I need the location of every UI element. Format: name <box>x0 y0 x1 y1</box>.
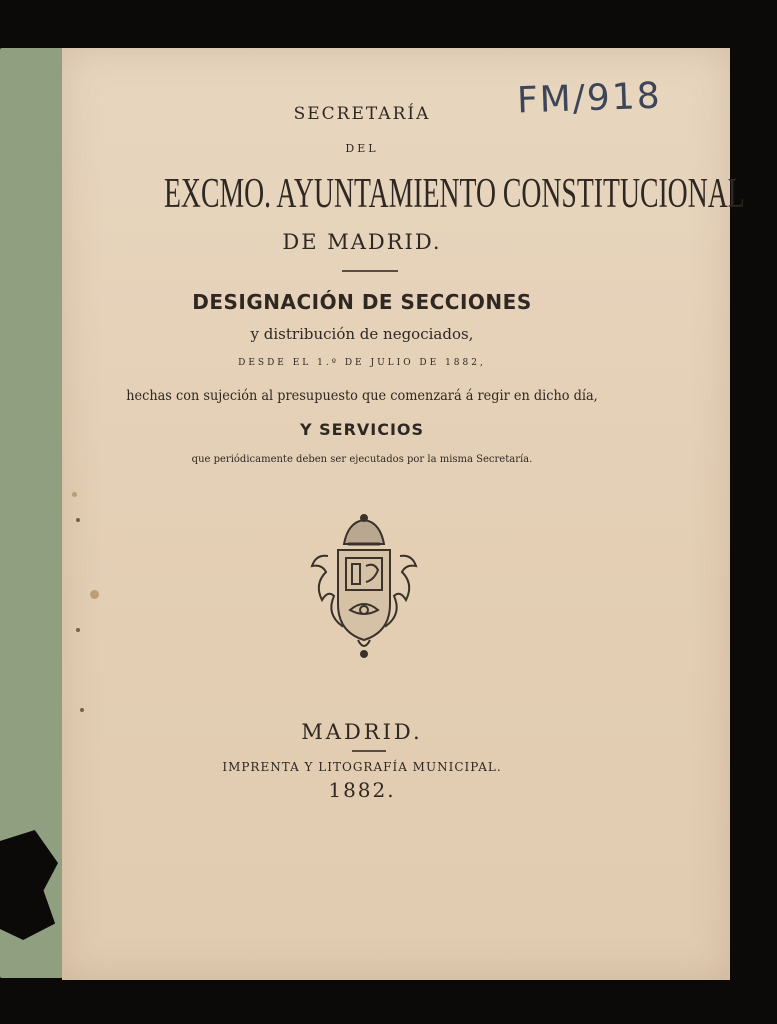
imprint-divider <box>352 750 386 752</box>
periodicamente-line: que periódicamente deben ser ejecutados por la misma Secretaría. <box>191 454 533 465</box>
ayuntamiento-title: EXCMO. AYUNTAMIENTO CONSTITUCIONAL <box>163 171 745 217</box>
paper-stain <box>72 492 77 497</box>
handwritten-shelfmark: FM/918 <box>516 75 663 122</box>
date-line: DESDE EL 1.º DE JULIO DE 1882, <box>238 358 486 368</box>
binding-hole <box>80 708 84 712</box>
servicios-heading: Y SERVICIOS <box>299 420 425 439</box>
secretaria-line: SECRETARÍA <box>293 104 431 124</box>
designacion-heading: DESIGNACIÓN DE SECCIONES <box>192 290 532 314</box>
madrid-line: DE MADRID. <box>282 230 442 254</box>
paper-stain <box>90 590 99 599</box>
imprint-city: MADRID. <box>301 720 423 744</box>
presupuesto-line: hechas con sujeción al presupuesto que comenzará á regir en dicho día, <box>126 388 598 404</box>
coat-of-arms-icon <box>308 514 420 660</box>
del-line: DEL <box>345 142 379 155</box>
binding-hole <box>76 518 80 522</box>
distribucion-line: y distribución de negociados, <box>250 325 474 343</box>
title-page <box>62 48 745 980</box>
imprint-year: 1882. <box>328 778 396 802</box>
binding-hole <box>76 628 80 632</box>
imprint-printer: IMPRENTA Y LITOGRAFÍA MUNICIPAL. <box>222 760 502 774</box>
title-divider <box>342 270 398 272</box>
